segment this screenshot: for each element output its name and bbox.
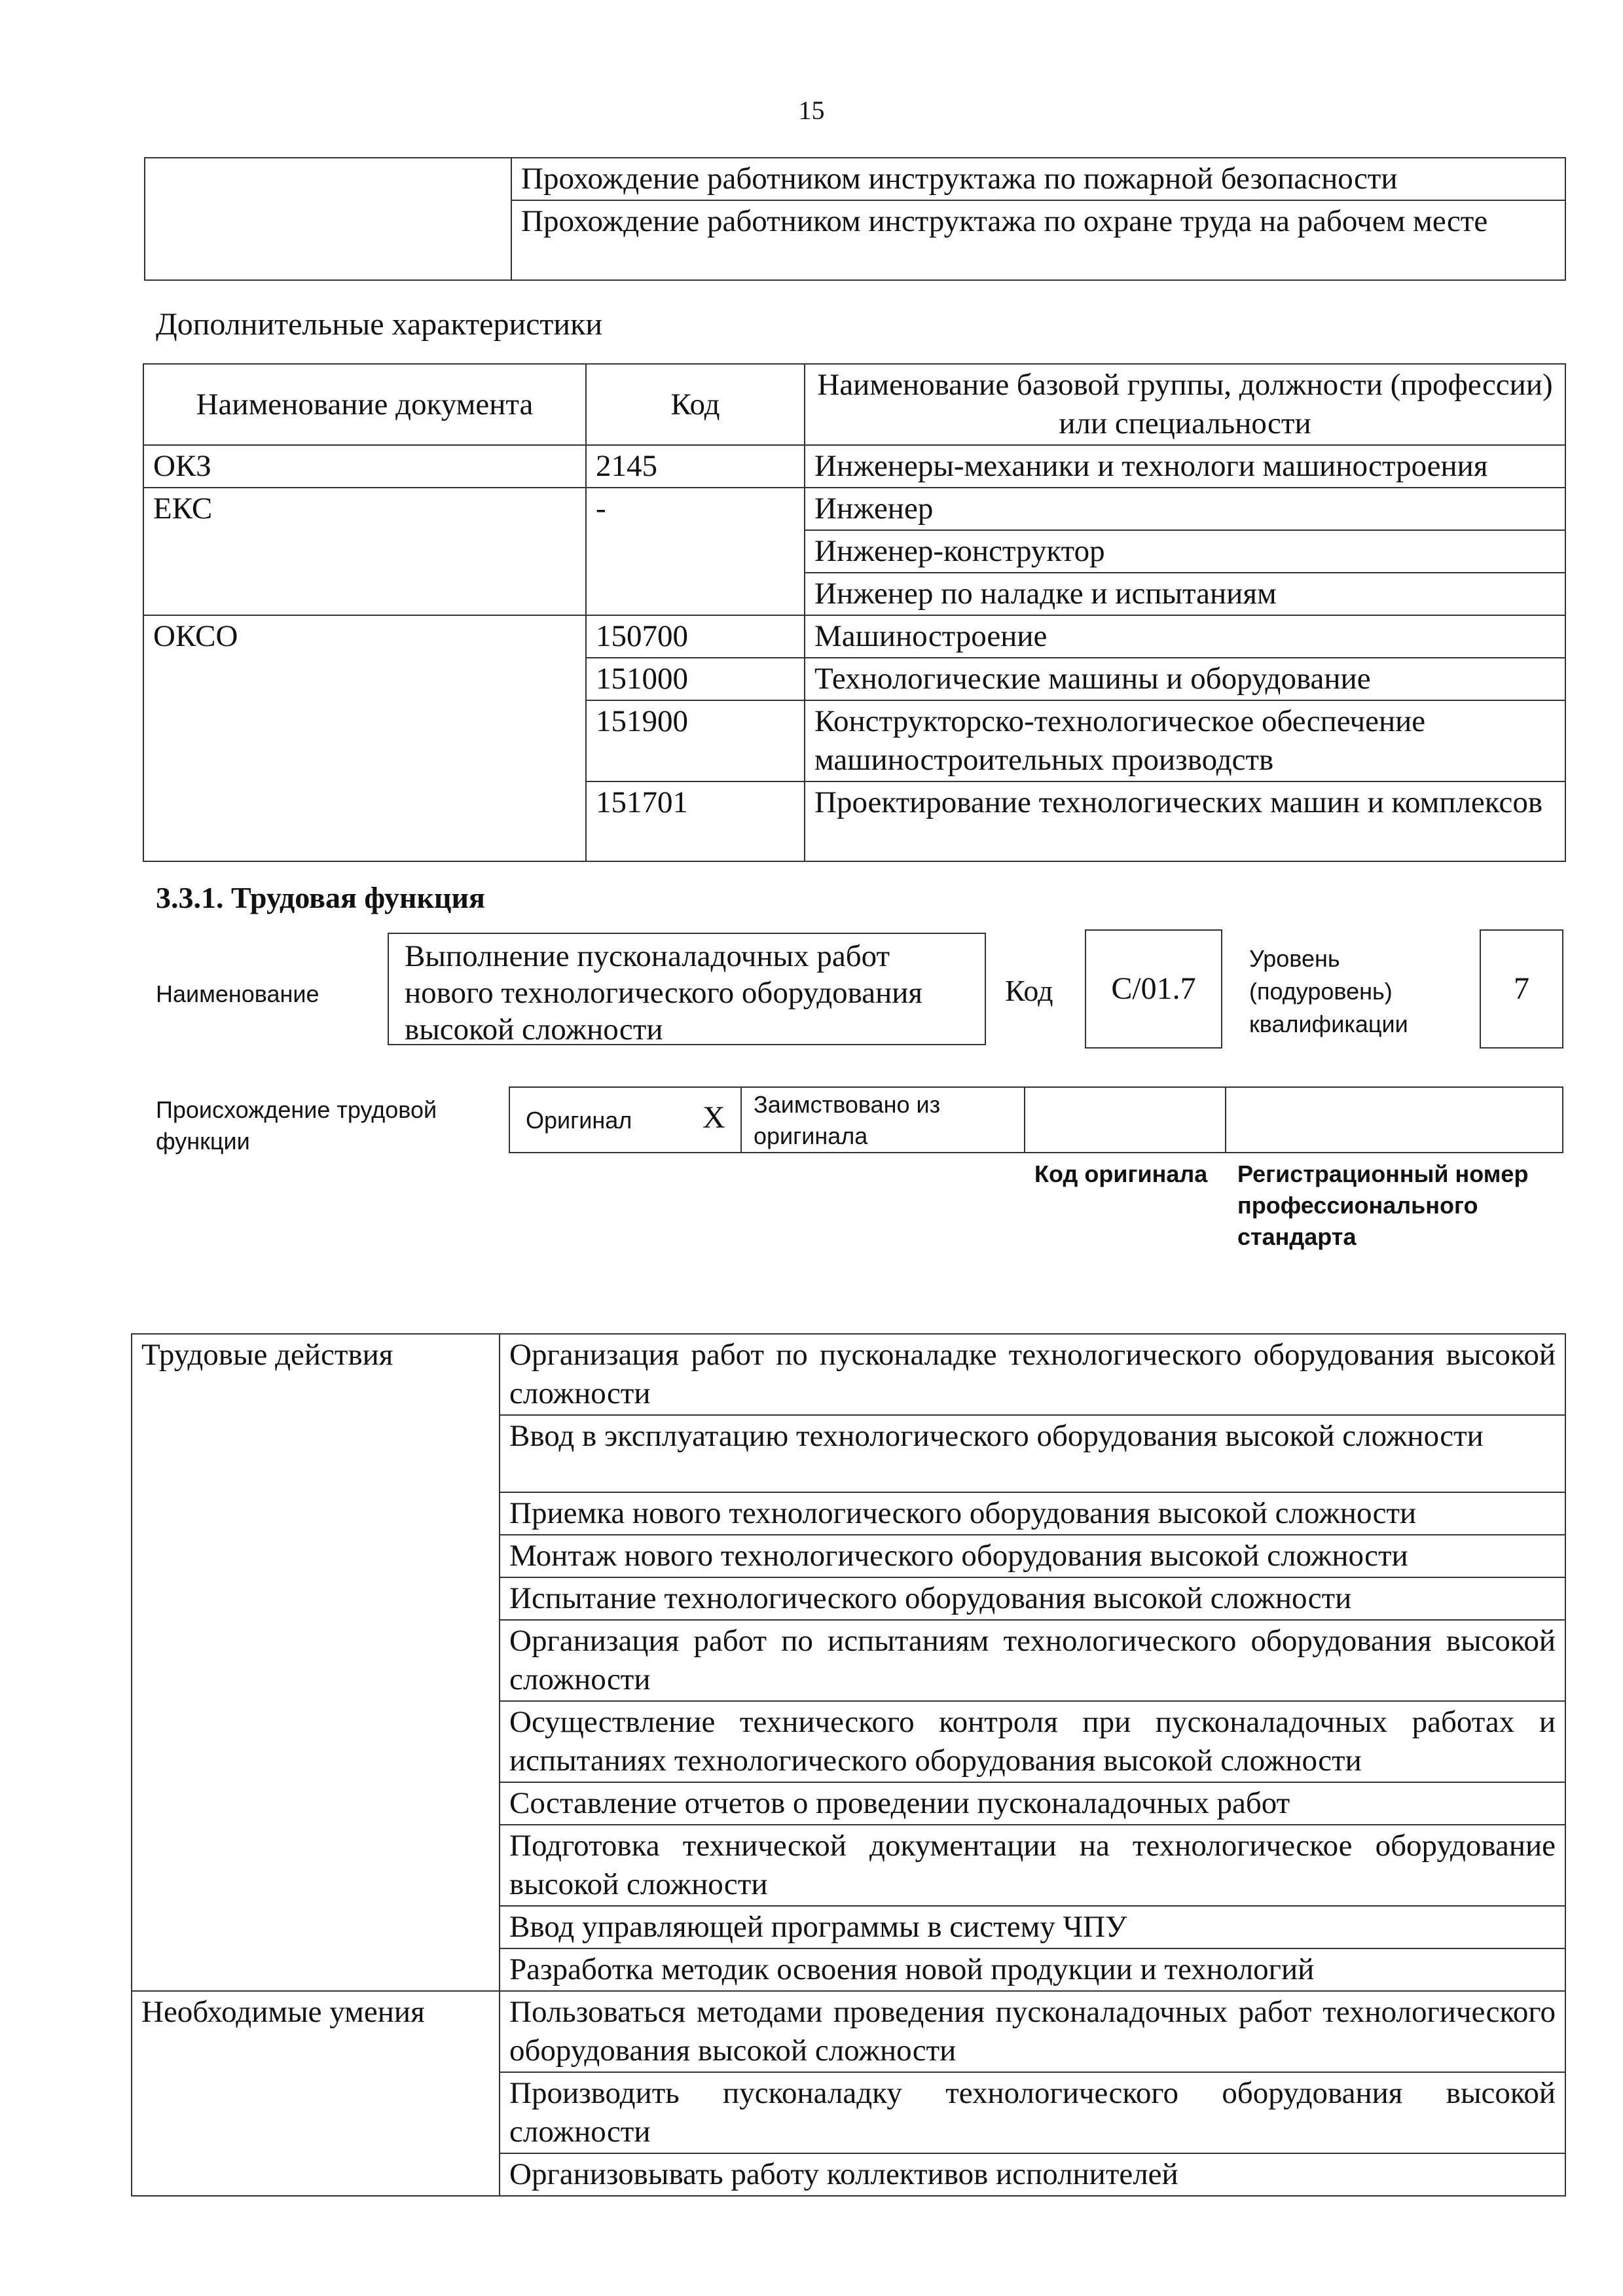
function-code-box: C/01.7: [1085, 929, 1222, 1049]
code-cell: 151701: [586, 781, 805, 861]
action-item: Ввод в эксплуатацию технологического оборудования высокой сложности: [500, 1415, 1565, 1492]
name-cell: Инженер: [805, 488, 1565, 530]
top-table-empty-cell: [145, 158, 511, 280]
function-heading: 3.3.1. Трудовая функция: [156, 881, 485, 914]
action-item: Разработка методик освоения новой продукции и технологий: [500, 1948, 1565, 1991]
code-cell: 151000: [586, 658, 805, 700]
origin-divider: [1225, 1088, 1226, 1152]
actions-table: [131, 1333, 1566, 2197]
header-doc: Наименование документа: [143, 364, 586, 445]
borrowed-label: Заимствовано из оригинала: [754, 1091, 941, 1149]
skills-label: Необходимые умения: [132, 1991, 500, 2196]
code-cell: -: [586, 488, 805, 615]
action-item: Приемка нового технологического оборудования высокой сложности: [500, 1492, 1565, 1535]
origin-divider: [1024, 1088, 1025, 1152]
doc-cell-eks: ЕКС: [143, 488, 586, 615]
action-item: Составление отчетов о проведении пусконаладочных работ: [500, 1782, 1565, 1825]
additional-table: [143, 363, 1566, 862]
level-value-box: 7: [1480, 929, 1563, 1049]
code-cell: 150700: [586, 615, 805, 658]
actions-label: Трудовые действия: [132, 1334, 500, 1991]
name-cell: Проектирование технологических машин и комплексов: [805, 781, 1565, 861]
origin-divider: [740, 1088, 742, 1152]
top-table-row: Прохождение работником инструктажа по охране труда на рабочем месте: [511, 200, 1565, 280]
action-item: Организация работ по пусконаладке технологического оборудования высокой сложности: [500, 1334, 1565, 1415]
name-label: Наименование: [156, 980, 319, 1007]
original-mark: X: [702, 1100, 725, 1135]
code-label: Код: [1005, 974, 1053, 1007]
action-item: Монтаж нового технологического оборудования высокой сложности: [500, 1535, 1565, 1577]
additional-heading: Дополнительные характеристики: [156, 307, 603, 342]
top-table: [144, 157, 1566, 281]
doc-cell-okso: ОКСО: [143, 615, 586, 861]
reg-number-label: Регистрационный номер профессионального стандарта: [1237, 1160, 1529, 1250]
name-cell: Инженеры-механики и технологи машиностроения: [805, 445, 1565, 488]
name-cell: Инженер-конструктор: [805, 530, 1565, 573]
header-code: Код: [586, 364, 805, 445]
code-cell: 151900: [586, 700, 805, 781]
action-item: Ввод управляющей программы в систему ЧПУ: [500, 1906, 1565, 1948]
name-cell: Инженер по наладке и испытаниям: [805, 573, 1565, 615]
header-name: Наименование базовой группы, должности (профессии) или специальности: [805, 364, 1565, 445]
level-label: Уровень (подуровень) квалификации: [1249, 945, 1408, 1037]
action-item: Подготовка технической документации на технологическое оборудование высокой сложности: [500, 1825, 1565, 1906]
origin-label: Происхождение трудовой функции: [156, 1096, 437, 1155]
top-table-row: Прохождение работником инструктажа по пожарной безопасности: [511, 158, 1565, 200]
name-cell: Технологические машины и оборудование: [805, 658, 1565, 700]
action-item: Испытание технологического оборудования высокой сложности: [500, 1577, 1565, 1620]
code-cell: 2145: [586, 445, 805, 488]
original-label: Оригинал: [526, 1107, 632, 1134]
code-original-label: Код оригинала: [1034, 1160, 1208, 1187]
skill-item: Производить пусконаладку технологического оборудования высокой сложности: [500, 2072, 1565, 2153]
action-item: Осуществление технического контроля при пусконаладочных работах и испытаниях технологического оборудования высокой сложности: [500, 1701, 1565, 1782]
doc-cell-okz: ОКЗ: [143, 445, 586, 488]
skill-item: Пользоваться методами проведения пусконаладочных работ технологического оборудования высокой сложности: [500, 1991, 1565, 2072]
name-cell: Машиностроение: [805, 615, 1565, 658]
skill-item: Организовывать работу коллективов исполнителей: [500, 2153, 1565, 2196]
origin-box: [509, 1086, 1563, 1153]
action-item: Организация работ по испытаниям технологического оборудования высокой сложности: [500, 1620, 1565, 1701]
page-number: 15: [798, 96, 825, 125]
name-cell: Конструкторско-технологическое обеспечение машиностроительных производств: [805, 700, 1565, 781]
function-name-box: Выполнение пусконаладочных работ нового технологического оборудования высокой сложности: [388, 933, 986, 1045]
